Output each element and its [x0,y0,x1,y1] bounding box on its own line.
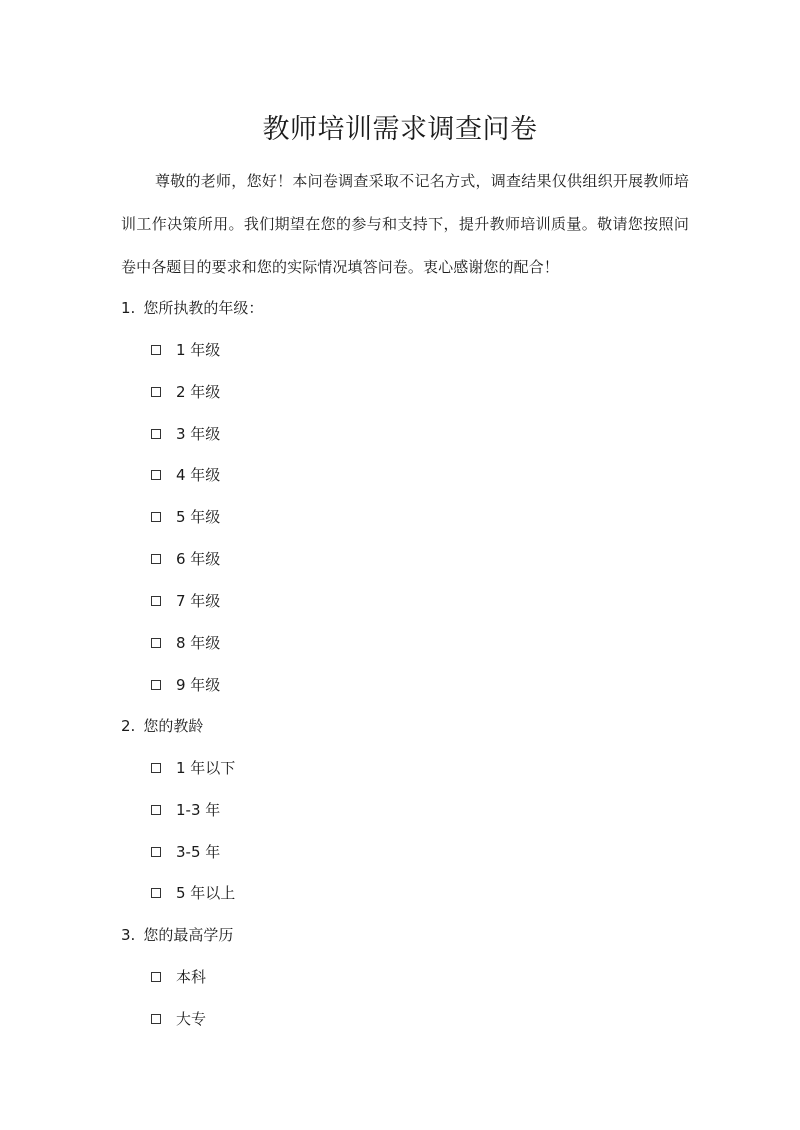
option-label: 1-3 年 [176,801,221,819]
option-q2-1[interactable] [151,756,235,780]
option-q1-4[interactable] [151,463,220,487]
option-label: 3-5 年 [176,843,221,861]
checkbox[interactable] [151,429,161,439]
option-label: 9 年级 [176,676,221,694]
question-3 [121,923,233,947]
option-q2-4[interactable] [151,881,235,905]
checkbox[interactable] [151,638,161,648]
option-q2-3[interactable] [151,840,220,864]
option-q2-2[interactable] [151,798,220,822]
option-label: 7 年级 [176,592,221,610]
question-number: 3. [121,926,136,944]
option-label: 5 年以上 [176,884,236,902]
checkbox[interactable] [151,888,161,898]
checkbox[interactable] [151,596,161,606]
option-q1-9[interactable] [151,673,220,697]
checkbox[interactable] [151,972,161,982]
option-label: 8 年级 [176,634,221,652]
question-2 [121,714,203,738]
option-label: 1 年级 [176,341,221,359]
checkbox[interactable] [151,847,161,857]
question-text: 您的教龄 [143,717,204,735]
checkbox[interactable] [151,345,161,355]
checkbox[interactable] [151,1014,161,1024]
option-q3-2[interactable] [151,1007,206,1031]
option-q3-1[interactable] [151,965,206,989]
checkbox[interactable] [151,680,161,690]
question-text: 您的最高学历 [143,926,234,944]
option-label: 6 年级 [176,550,221,568]
option-label: 大专 [176,1010,207,1028]
option-q1-6[interactable] [151,547,220,571]
option-q1-8[interactable] [151,631,220,655]
question-text: 您所执教的年级： [143,299,264,317]
question-1 [121,296,263,320]
checkbox[interactable] [151,470,161,480]
checkbox[interactable] [151,554,161,564]
option-label: 本科 [176,968,207,986]
option-q1-3[interactable] [151,422,220,446]
checkbox[interactable] [151,387,161,397]
option-q1-2[interactable] [151,380,220,404]
question-number: 2. [121,717,136,735]
checkbox[interactable] [151,805,161,815]
option-label: 3 年级 [176,425,221,443]
option-label: 4 年级 [176,466,221,484]
page-title: 教师培训需求调查问卷 [262,114,538,145]
option-q1-7[interactable] [151,589,220,613]
option-label: 5 年级 [176,508,221,526]
question-number: 1. [121,299,136,317]
checkbox[interactable] [151,763,161,773]
option-label: 2 年级 [176,383,221,401]
option-q1-1[interactable] [151,338,220,362]
checkbox[interactable] [151,512,161,522]
option-q1-5[interactable] [151,505,220,529]
option-label: 1 年以下 [176,759,236,777]
intro-paragraph: 尊敬的老师，您好！本问卷调查采取不记名方式，调查结果仅供组织开展教师培训工作决策所用。我们期望在您的参与和支持下，提升教师培训质量。敬请您按照问卷中各题目的要求和您的实际情况填答问卷。衷心感谢您的配合！ [121,172,689,276]
